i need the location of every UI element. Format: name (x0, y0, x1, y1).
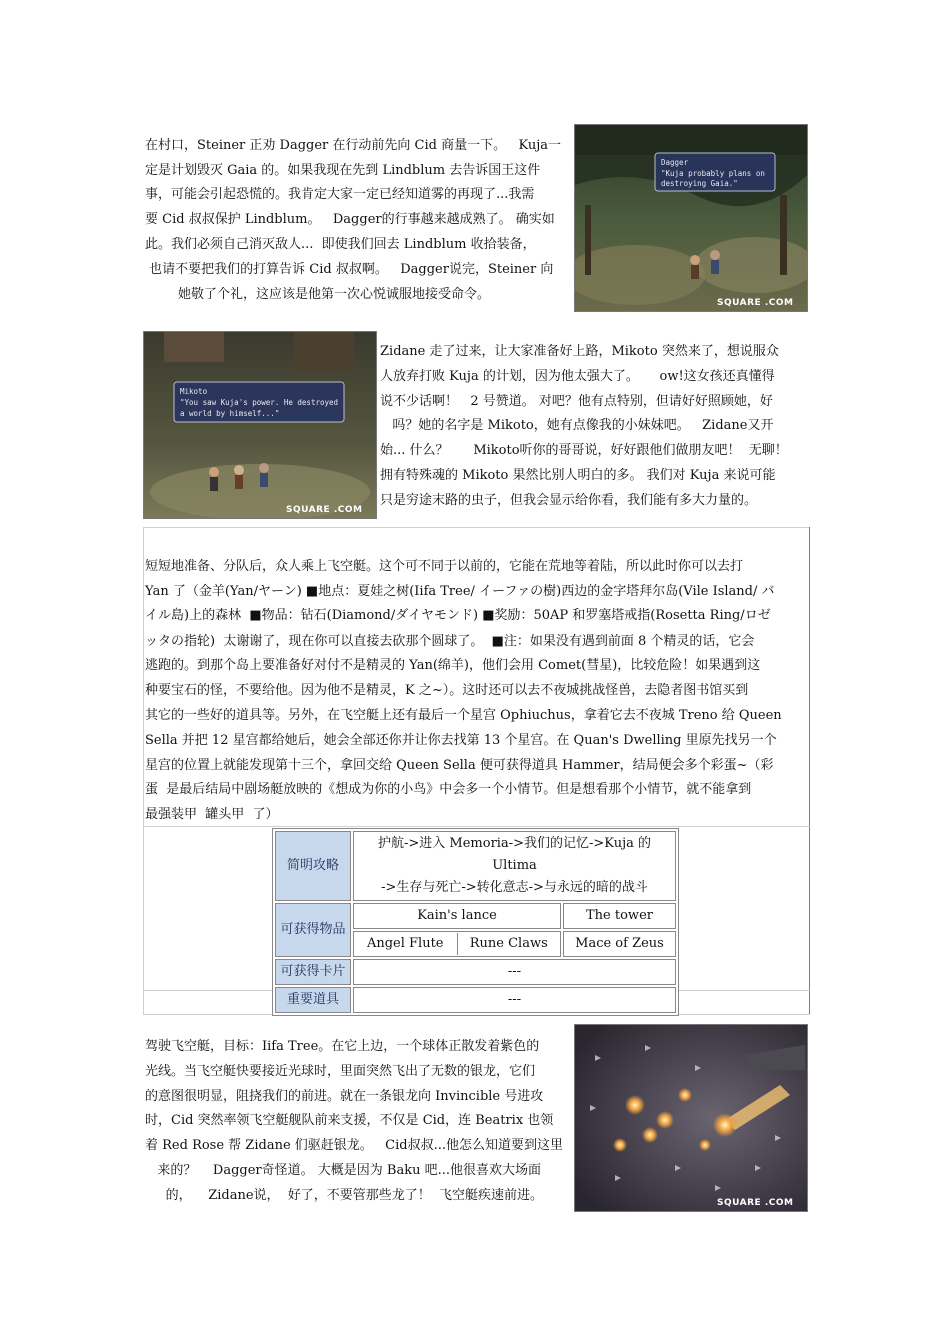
dialog-speaker: Mikoto (180, 387, 208, 396)
dialog-caption: destroying Gaia." (661, 179, 738, 188)
paragraph-line: 始... 什么？ Mikoto听你的哥哥说，好好跟他们做朋友吧！ 无聊！ (380, 443, 788, 458)
walkthrough-line: 护航->进入 Memoria->我们的记忆->Kuja 的 Ultima (378, 836, 651, 873)
paragraph-line: イル島)上的森林 ■物品：钻石(Diamond/ダイヤモンド) ■奖励：50AP 和罗塞塔戒指(Rosetta Ring/ロゼ (145, 608, 771, 623)
dialog-caption: a world by himself..." (180, 409, 280, 418)
paragraph-line: 定是计划毁灭 Gaia 的。如果我现在先到 Lindblum 去告诉国王这件 (145, 163, 541, 178)
paragraph-line: 事，可能会引起恐慌的。我肯定大家一定已经知道雾的再现了...我需 (145, 187, 535, 202)
item-cell-split (353, 931, 561, 957)
game-screenshot-dragons (574, 1024, 808, 1212)
watermark-logo: SQUARE .COM (286, 505, 363, 515)
dialog-speaker: Dagger (661, 158, 689, 167)
paragraph-line: Zidane 走了过来，让大家准备好上路，Mikoto 突然来了，想说服众 (380, 344, 779, 359)
paragraph-line: 也请不要把我们的打算告诉 Cid 叔叔啊。 Dagger说完，Steiner 向 (145, 262, 554, 277)
walkthrough-line: ->生存与死亡->转化意志->与永远的暗的战斗 (381, 880, 648, 895)
item-cell: Kain's lance (353, 903, 561, 929)
divider (809, 527, 810, 1014)
paragraph-line: 时，Cid 突然率领飞空艇舰队前来支援，不仅是 Cid，连 Beatrix 也领 (145, 1113, 554, 1128)
paragraph-line: 吗？她的名字是 Mikoto，她有点像我的小妹妹吧。 Zidane又开 (380, 418, 774, 433)
dialog-caption: "You saw Kuja's power. He destroyed (180, 398, 339, 407)
divider (143, 527, 144, 1014)
watermark-logo: SQUARE .COM (717, 298, 794, 308)
paragraph-line: 她敬了个礼，这应该是他第一次心悦诚服地接受命令。 (145, 287, 491, 302)
paragraph-line: 驾驶飞空艇，目标：Iifa Tree。在它上边，一个球体正散发着紫色的 (145, 1039, 540, 1054)
paragraph-line: 着 Red Rose 帮 Zidane 们驱赶银龙。 Cid叔叔...他怎么知道要到这里 (145, 1138, 563, 1153)
item-cell: Mace of Zeus (563, 931, 676, 957)
watermark-logo: SQUARE .COM (717, 1198, 794, 1208)
paragraph-line: 在村口，Steiner 正劝 Dagger 在行动前先向 Cid 商量一下。 Kuja一 (145, 138, 562, 153)
paragraph-line: 光线。当飞空艇快要接近光球时，里面突然飞出了无数的银龙，它们 (145, 1064, 536, 1079)
paragraph-line: ッタの指轮) 太谢谢了，现在你可以直接去砍那个圆球了。 ■注：如果没有遇到前面 8 个精灵的话，它会 (145, 634, 755, 649)
paragraph-line: 说不少话啊！ 2 号赞道。 对吧？他有点特别，但请好好照顾她，好 (380, 394, 773, 409)
paragraph-line: Yan 了（金羊(Yan/ヤーン) ■地点：夏娃之树(Iifa Tree/ イーファの樹)西边的金字塔拜尔岛(Vile Island/ バ (145, 584, 775, 599)
paragraph-line: 的意图很明显，阻挠我们的前进。就在一条银龙向 Invincible 号进攻 (145, 1089, 544, 1104)
paragraph-line: 要 Cid 叔叔保护 Lindblum。 Dagger的行事越来越成熟了。 确实如 (145, 212, 555, 227)
paragraph-line: 最强装甲 罐头甲 了） (145, 807, 279, 822)
walkthrough-table (272, 828, 679, 1016)
paragraph-line: 逃跑的。到那个岛上要准备好对付不是精灵的 Yan(绵羊)，他们会用 Comet(彗星)，比较危险！如果遇到这 (145, 658, 761, 673)
item-cell: Rune Claws (469, 936, 548, 951)
game-screenshot-dagger (574, 124, 808, 312)
paragraph-line: 蛋 是最后结局中剧场艇放映的《想成为你的小鸟》中会多一个小情节。但是想看那个小情节，就不能拿到 (145, 782, 752, 797)
paragraph-line: 此。我们必须自己消灭敌人... 即使我们回去 Lindblum 收拾装备， (145, 237, 536, 252)
walkthrough-cell (353, 831, 676, 901)
paragraph-line: 人放弃打败 Kuja 的计划，因为他太强大了。 ow!这女孩还真懂得 (380, 369, 775, 384)
paragraph-line: 来的？ Dagger奇怪道。 大概是因为 Baku 吧...他很喜欢大场面 (145, 1163, 541, 1178)
dialog-caption: "Kuja probably plans on (661, 169, 765, 178)
items-label: 可获得物品 (275, 903, 351, 957)
paragraph-line: 的， Zidane说， 好了，不要管那些龙了！ 飞空艇疾速前进。 (145, 1188, 544, 1203)
key-items-value: --- (353, 987, 676, 1013)
key-items-label: 重要道具 (275, 987, 351, 1013)
walkthrough-label: 简明攻略 (275, 831, 351, 901)
item-cell: Angel Flute (354, 933, 458, 955)
paragraph-line: 种要宝石的怪，不要给他。因为他不是精灵，K 之~）。这时还可以去不夜城挑战怪兽，去隐者图书馆买到 (145, 683, 749, 698)
game-screenshot-mikoto (143, 331, 377, 519)
cards-label: 可获得卡片 (275, 959, 351, 985)
paragraph-line: 短短地准备、分队后，众人乘上飞空艇。这个可不同于以前的，它能在荒地等着陆，所以此时你可以去打 (145, 559, 744, 574)
paragraph-line: 星宫的位置上就能发现第十三个，拿回交给 Queen Sella 便可获得道具 Hammer，结局便会多个彩蛋~（彩 (145, 758, 774, 773)
cards-value: --- (353, 959, 676, 985)
paragraph-line: 其它的一些好的道具等。另外，在飞空艇上还有最后一个星宫 Ophiuchus，拿着它去不夜城 Treno 给 Queen (145, 708, 782, 723)
divider (143, 527, 810, 528)
paragraph-line: 只是穷途末路的虫子，但我会显示给你看，我们能有多大力量的。 (380, 493, 758, 508)
item-cell: The tower (563, 903, 676, 929)
paragraph-line: 拥有特殊魂的 Mikoto 果然比别人明白的多。 我们对 Kuja 来说可能 (380, 468, 776, 483)
paragraph-line: Sella 并把 12 星宫都给她后，她会全部还你并让你去找第 13 个星宫。在 Quan's Dwelling 里原先找另一个 (145, 733, 777, 748)
